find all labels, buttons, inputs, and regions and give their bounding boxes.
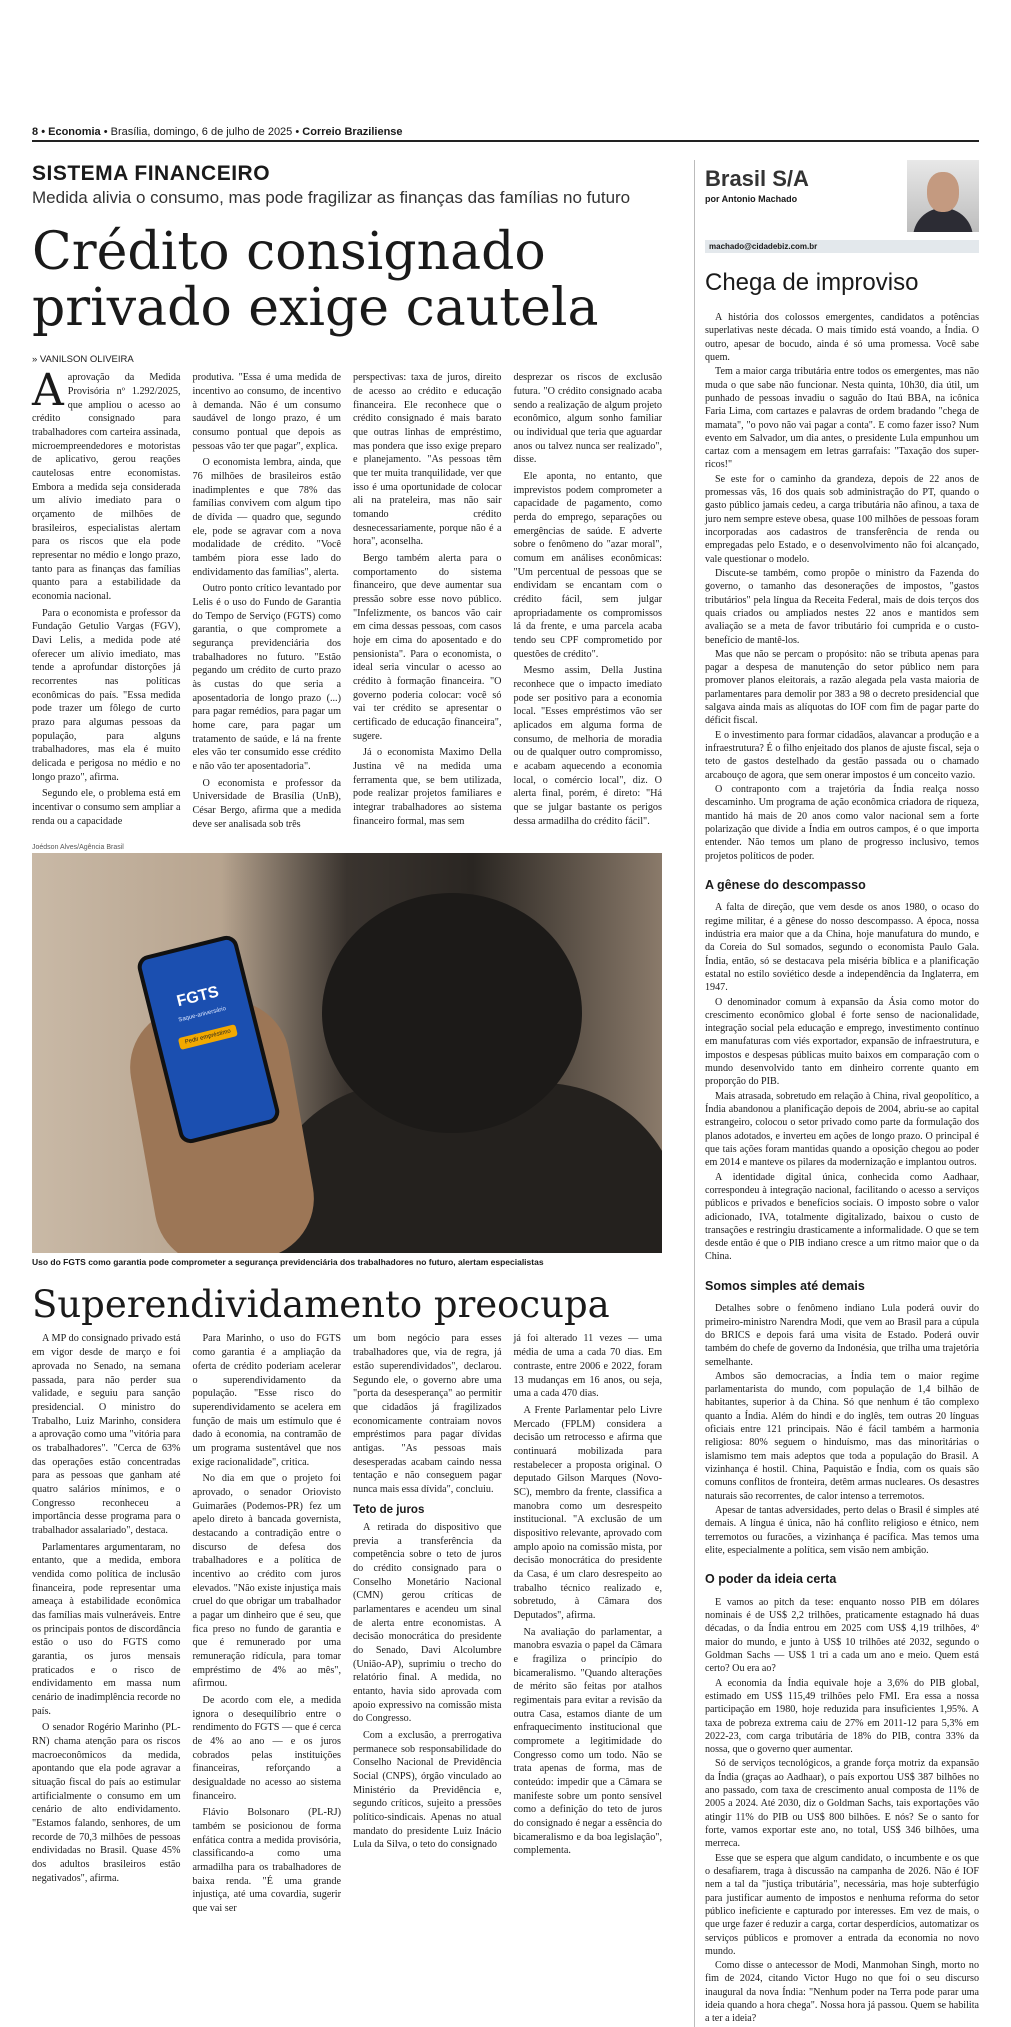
paragraph: um bom negócio para esses trabalhadores que, via de regra, já estão superendividados", declarou. Segundo ele, o governo abre uma "porta da desesperança" ao permitir que cidadãos já fragilizados economicamente contraiam novos empréstimos para pagar dívidas antigas. "As pessoas mais desesperadas acabam caindo nessa tentação e não conseguem pagar nunca mais essa dívida", concluiu.: [353, 1333, 502, 1495]
paragraph: Flávio Bolsonaro (PL-RJ) também se posicionou de forma enfática contra a medida provisória, classificando-a como uma armadilha para os trabalhadores de baixa renda. "É uma grande injustiça, até uma covardia, sugerir que vai ser: [192, 1807, 341, 1915]
article-body: [32, 365, 662, 834]
paragraph: O senador Rogério Marinho (PL-RN) chama atenção para os riscos macroeconômicos da medida, apontando que ela pode agravar a situação fiscal do país ao estimular artificialmente o consumo em um cenário de alto endividamento. "Estamos falando, senhores, de um recorde de 70,3 milhões de pessoas endividadas no Brasil. Quase 45% dos adultos brasileiros estão negativados", afirma.: [32, 1722, 181, 1884]
paragraph: Na avaliação do parlamentar, a manobra esvazia o papel da Câmara e fragiliza o princípio do bicameralismo. "Quando alterações de mérito são feitas por atalhos regimentais para evitar a revisão da outra Casa, estamos diante de um enfraquecimento institucional que compromete a legitimidade do Congresso como um todo. Não se trata apenas de forma, mas de conteúdo: impedir que a Câmara se manifeste sobre um ponto sensível como a definição do teto de juros do consignado é negar a essência do bicameralismo e da boa legislação", complementa.: [513, 1626, 662, 1857]
column-headline: Chega de improviso: [705, 269, 919, 296]
paragraph: Esse que se espera que algum candidato, o incumbente e os que o desafiarem, traga à discussão na campanha de 2026. Não é IOF nem a tal da "justiça tributária", necessária, mas hoje subterfúgio para justificar aumento de impostos e nenhuma reforma do setor público ineficiente e capturado por interesses. Em vez de mais, o que urge fazer é reduzir a carga, cortar desperdícios, automatizar os serviços públicos e promover a entrada da economia no novo mundo.: [705, 1852, 979, 1957]
paragraph: A MP do consignado privado está em vigor desde de março e foi aprovada no Senado, na semana passada, para não perder sua validade, e seguiu para sanção presidencial. O ministro do Trabalho, Luiz Marinho, considera a aprovação como uma "vitória para os trabalhadores". "Cerca de 63% das operações estão concentradas para as pessoas que ganham até quatro salários mínimos, e o Congresso reconheceu a importância desse programa para o trabalhador assalariado", destaca.: [32, 1333, 181, 1536]
phone-subtext: Saque-aniversário: [177, 1006, 227, 1025]
paragraph: Ambos são democracias, a Índia tem o maior regime parlamentarista do mundo, com população de 1,4 bilhão de habitantes, superior à da China. Só que nenhum é tão complexo quanto a Índia. Além do hindi e do inglês, tem outras 20 línguas oficiais entre 121 principais. Não é fácil também a harmonia religiosa: 80% seguem o hinduísmo, mas das minoritárias o islamismo tem mais adeptos que toda a população do Brasil. A vizinhança é hostil. China, Paquistão e Índia, com os quais são comuns conflitos de fronteira, detêm armas nucleares. Os desastres naturais são recorrentes, de calor intenso a terremotos.: [705, 1370, 979, 1502]
photo-credit: Joédson Alves/Agência Brasil: [32, 844, 124, 852]
phone-brand: FGTS: [175, 983, 221, 1011]
paragraph: A Frente Parlamentar pelo Livre Mercado (FPLM) considera a decisão um retrocesso e afirma que continuará mobilizada para restabelecer a proposta original. O deputado Gilson Marques (Novo-SC), membro da frente, classifica a manobra como um desrespeito institucional. "A exclusão de um dispositivo relevante, aprovado com amplo apoio na comissão mista, por decisão monocrática do presidente da Casa, é um claro desrespeito ao trabalho técnico realizado e, sobretudo, à Câmara dos Deputados", afirma.: [513, 1404, 662, 1621]
paragraph: Parlamentares argumentaram, no entanto, que a medida, embora vendida como política de inclusão financeira, pode representar uma ameaça à estabilidade econômica das famílias mais vulneráveis. Entre os principais pontos de discordância estão o uso do FGTS como garantia, os juros mensais praticados e o risco de endividamento em massa num cenário de inadimplência recorde no país.: [32, 1541, 181, 1717]
place-date: Brasília, domingo, 6 de julho de 2025: [110, 126, 293, 138]
paragraph: Apesar de tantas adversidades, perto delas o Brasil é simples até demais. A língua é única, não há conflito religioso e étnico, nem terremotos ou furacões, a vizinhança é pacífica. Mas temos uma elite, especialmente a política, sem visão nem ambição.: [705, 1504, 979, 1556]
paragraph: Só de serviços tecnológicos, a grande força motriz da expansão da Índia (graças ao Aadhaar), o país exportou US$ 387 bilhões no ano passado, com taxa de crescimento anual composta de 11% de 2005 a 2024. Até 2030, diz o Goldman Sachs, tais exportações vão atingir 11% do PIB ou US$ 800 bilhões. E nós? Se o santo for forte, vamos exportar este ano, no total, US$ 346 bilhões, uma merreca.: [705, 1758, 979, 1850]
paragraph: Detalhes sobre o fenômeno indiano Lula poderá ouvir do primeiro-ministro Narendra Modi, que vem ao Brasil para a cúpula do BRICS e depois fará uma visita de Estado. Poderá ouvir também do chefe de governo da Indonésia, que trilha uma trajetória semelhante.: [705, 1303, 979, 1368]
column-text: [705, 311, 979, 2026]
article-subtitle: Medida alivia o consumo, mas pode fragilizar as finanças das famílias no futuro: [32, 188, 631, 207]
page-number: 8: [32, 126, 39, 138]
paragraph: Para Marinho, o uso do FGTS como garantia é a ampliação da oferta de crédito poderiam acelerar o superendividamento da população. "Esse risco do superendividamento se acelera em função de mais um estímulo que é dado à economia, na contramão de um programa sustentável que nos exige racionalidade", critica.: [192, 1333, 341, 1468]
paragraph: Já o economista Maximo Della Justina vê na medida uma ferramenta que, se bem utilizada, pode realizar projetos familiares e integrar trabalhadores ao sistema financeiro formal, mas sem: [353, 747, 502, 827]
paragraph: Mais atrasada, sobretudo em relação à China, rival geopolítico, a Índia abandonou a planificação depois de 2004, abriu-se ao capital estrangeiro, colocou o setor privado como parte da formulação dos planos adotados, e inverteu em ações de longo prazo. O principal é que tais ações foram mantidas quando a oposição chegou ao poder em 2014 e manteve os pilares da modernização e implantou outros.: [705, 1090, 979, 1169]
paragraph: Se este for o caminho da grandeza, depois de 22 anos de promessas vãs, 16 dos quais sob administração do PT, quando o gasto público jamais cedeu, a carga tributária não afinou, a taxa de juro nem sempre esteve obesa, quase 100 milhões de pessoas foram incorporadas aos cadastros de transferência de renda ou empregadas pelo Estado, e o desenvolvimento não foi alcançado, vale questionar o modelo.: [705, 473, 979, 565]
paragraph: Segundo ele, o problema está em incentivar o consumo sem ampliar a renda ou a capacidade: [32, 788, 181, 827]
article-column-1: [32, 365, 181, 834]
author-email: machado@cidadebiz.com.br: [705, 240, 979, 253]
article2-subhead: Teto de juros: [353, 1503, 425, 1516]
paragraph: O denominador comum à expansão da Ásia como motor do crescimento econômico global é forte senso de nacionalidade, integração social pela educação e emprego, investimento contínuo em manufaturas com viés exportador, expansão de infraestrutura, e impostos e despesas públicas muito baixos em comparação com o mundo desenvolvido tanto em dinheiro corrente quanto em proporção do PIB.: [705, 996, 979, 1088]
article2-headline: Superendividamento preocupa: [32, 1283, 610, 1327]
paragraph: E o investimento para formar cidadãos, alavancar a produção e a infraestrutura? É o filho enjeitado dos planos de ajuste fiscal, seja o teto de gastos destelhado da gestão passada ou o chamado arcabouço de agora, que sem onerar impostos é um conceito vazio.: [705, 729, 979, 781]
article-column-2: [193, 371, 342, 834]
paragraph: Com a exclusão, a prerrogativa permanece sob responsabilidade do Conselho Nacional de Previdência Social (CNPS), órgão vinculado ao Ministério da Previdência e, segundo críticos, sujeito a pressões político-sindicais. Apenas no atual mandato do presidente Luiz Inácio Lula da Silva, o teto do consignado: [353, 1730, 502, 1851]
article2-column-2: [193, 1332, 342, 1918]
paragraph: Mesmo assim, Della Justina reconhece que o impacto imediato pode ser positivo para a economia local. "Esses empréstimos vão ser aplicados em alguma forma de consumo, de melhoria de moradia ou de qualquer outro compromisso, e acabam aquecendo a economia local, o comércio local", diz. O alerta final, porém, é direto: "Há que se julgar bastante os perigos dessa armadilha do crédito fácil".: [513, 665, 662, 827]
paragraph: Outro ponto crítico levantado por Lelis é o uso do Fundo de Garantia do Tempo de Serviço (FGTS) como garantia, o que compromete a segurança previdenciária dos trabalhadores no futuro. "Estão pegando um crédito de curto prazo às custas do que seria a aposentadoria de longo prazo (...) para pagar remédios, para pagar um home care, para pagar um tratamento de saúde, e lá na frente eles vão ter consumido esse crédito e não vão ter aposentadoria".: [192, 583, 341, 773]
paragraph: Ele aponta, no entanto, que imprevistos podem comprometer a capacidade de pagamento, como perda do emprego, separações ou emergências de saúde. E adverte sobre o fenômeno do "azar moral", comum em análises econômicas: "Um percentual de pessoas que se endividam se encantam com o crédito fácil, sem julgar apropriadamente os compromissos lá da frente, e uma parcela acaba tendo seu CPF comprometido por questões de crédito".: [513, 471, 662, 660]
article-headline: Crédito consignado privado exige cautela: [32, 222, 599, 339]
phone-cta: Pedir empréstimo: [178, 1025, 238, 1051]
article2-column-3: [353, 1332, 502, 1918]
paragraph: O economista lembra, ainda, que 76 milhões de brasileiros estão inadimplentes e que 78% das famílias convivem com algum tipo de dívida — quadro que, segundo ele, pode se agravar com a nova modalidade de crédito. "Você também piora esse lado do endividamento das famílias", alerta.: [192, 457, 341, 578]
paragraph: De acordo com ele, a medida ignora o desequilíbrio entre o rendimento do FGTS — que é cerca de 4% ao ano — e os juros cobrados pelas instituições financeiras, reforçando a desigualdade no acesso ao sistema financeiro.: [192, 1694, 341, 1802]
article2-column-4: [514, 1332, 663, 1918]
paragraph: Para o economista e professor da Fundação Getulio Vargas (FGV), Davi Lelis, a medida pode até oferecer um alívio imediato, mas tende a aprofundar distorções já recorrentes nas políticas econômicas do país. "Essa medida pode trazer um fôlego de curto prazo para algumas pessoas da população, para alguns trabalhadores, mas ela é muito delicada e perigosa no médio e no longo prazo", afirma.: [32, 607, 181, 783]
paragraph: Tem a maior carga tributária entre todos os emergentes, mas não muda o que sabe não funcionar. Nesta quinta, 10h30, dia útil, um punhado de pessoas invadiu o saguão do Itaú BBA, na icônica Faria Lima, com cartazes e palavras de ordem bradando "chega de mamata", "o povo não vai pagar a conta". E como fazer isso? Num evento em Salvador, um dia antes, o presidente Lula empunhou um cartaz com a mensagem em letras garrafais: "Taxação dos super-ricos!": [705, 366, 979, 471]
article2-body: [32, 1332, 662, 1918]
paragraph: Discute-se também, como propõe o ministro da Fazenda do governo, o tamanho das desonerações de impostos, "gastos tributários" pela língua da Receita Federal, mais de dois terços dos quais criados ou ampliados nestes 22 anos e mantidos sem avaliação se a meta de favor tributário foi cumprida e o custo-benefício de mantê-los.: [705, 567, 979, 646]
paragraph: A identidade digital única, conhecida como Aadhaar, correspondeu à integração nacional, facilitando o acesso a serviços públicos e privados e benefícios sociais. O imposto sobre o valor adicionado, IVA, totalmente digitalizado, baixou o custo de transações e restringiu drasticamente a informalidade. O que se tem desde então é que o PIB indiano cresce a um ritmo maior que o da China.: [705, 1171, 979, 1263]
paragraph: Bergo também alerta para o comportamento do sistema financeiro, que deve aumentar sua pressão sobre esse novo público. "Infelizmente, os bancos vão cair em cima dessas pessoas, com casos hoje em cima do aposentado e do pensionista". Para o economista, o ideal seria vincular o acesso ao crédito à formação financeira. "O governo poderia colocar: você só vai ter crédito se apresentar o certificado de educação financeira", sugere.: [353, 553, 502, 742]
article-byline: » VANILSON OLIVEIRA: [32, 354, 134, 366]
column-subhead: A gênese do descompasso: [705, 877, 866, 892]
column-header: [705, 160, 979, 232]
paragraph: E vamos ao pitch da tese: enquanto nosso PIB em dólares nominais é de US$ 2,2 trilhões, praticamente estagnado há duas décadas, o da Índia entrou em 2025 com US$ 4,19 trilhões, 4º maior do mundo, e junto à US$ 10 trilhões até 2032, segundo o Goldman Sachs — US$ 1 tri a cada um ano e meio. Quem está certo? Ou era ao?: [705, 1596, 979, 1675]
paragraph: já foi alterado 11 vezes — uma média de uma a cada 70 dias. Em contraste, entre 2006 e 2022, foram 13 mudanças em 16 anos, ou seja, uma a cada 470 dias.: [513, 1333, 662, 1400]
paragraph: No dia em que o projeto foi aprovado, o senador Oriovisto Guimarães (Podemos-PR) fez um apelo direto à bancada governista, destacando a contradição entre o discurso de defesa dos trabalhadores e a política de incentivo ao crédito com juros elevados. "Não existe injustiça mais cruel do que obrigar um trabalhador a pagar um dinheiro que é seu, que fica preso no fundo de garantia e que é remunerado por uma remuneração ridícula, para tomar empréstimo de 4% ao mês", afirmou.: [192, 1473, 341, 1690]
paragraph: Como disse o antecessor de Modi, Manmohan Singh, morto no fim de 2024, citando Victor Hugo no que foi o seu discurso inaugural da nova Índia: "Nenhum poder na Terra pode parar uma ideia quando a hora chega". Nossa hora já passou. Quem se habilita a ter a ideia?: [705, 1960, 979, 2025]
column-title: Brasil S/A: [705, 166, 809, 191]
newspaper-name: Correio Braziliense: [302, 126, 403, 138]
article2-column-1: [32, 1332, 181, 1918]
photo-caption: Uso do FGTS como garantia pode comprometer a segurança previdenciária dos trabalhadores no futuro, alertam especialistas: [32, 1257, 544, 1268]
paragraph: A economia da Índia equivale hoje a 3,6% do PIB global, estimado em US$ 115,49 trilhões pelo FMI. Era essa a nossa participação em 1980, hoje reduzida para insuficientes 1,95%. A taxa de pobreza extrema caiu de 27% em 2011-12 para 5,3% em 2022-23, com carga tributária de 18% do PIB, contra 33% da nossa, que o governo quer aumentar.: [705, 1677, 979, 1756]
column-subhead: Somos simples até demais: [705, 1278, 865, 1293]
paragraph: O economista e professor da Universidade de Brasília (UnB), César Bergo, afirma que a medida deve ser analisada sob três: [192, 777, 341, 830]
section-name: Economia: [48, 126, 101, 138]
article-photo: [32, 853, 662, 1253]
paragraph: Mas que não se percam o propósito: não se tributa apenas para pagar a despesa de manutenção do setor público nem para promover planos eleitorais, a razão alegada pela vasta maioria de parlamentares para demolir por 383 a 98 o decreto presidencial que salgava ainda mais as alíquotas do IOF com fim de pagar parte do déficit fiscal.: [705, 648, 979, 727]
article-column-4: [514, 371, 663, 834]
opinion-column: [694, 160, 979, 2027]
photo-person-head: [322, 893, 582, 1133]
article-kicker: SISTEMA FINANCEIRO: [32, 162, 271, 185]
paragraph: A retirada do dispositivo que previa a transferência da competência sobre o teto de juros do crédito consignado para o Conselho Monetário Nacional (CMN) gerou críticas de parlamentares e acendeu um sinal de alerta entre economistas. A decisão monocrática do presidente do Senado, Davi Alcolumbre (União-AP), suprimiu o trecho do relatório final. A medida, no entanto, havia sido aprovada com apoio expressivo na comissão mista do Congresso.: [353, 1521, 502, 1725]
paragraph: O contraponto com a trajetória da Índia realça nosso descaminho. Um programa de ação econômica criadora de riqueza, mantido há mais de 20 anos como valor nacional sem a forte polarização que divide a Índia em outros campos, é o que importa entender. Não temos um plano de progresso inclusivo, temos projetos políticos de poder.: [705, 783, 979, 862]
paragraph: perspectivas: taxa de juros, direito de acesso ao crédito e educação financeira. Ele reconhece que o crédito consignado é mais barato que outras linhas de empréstimo, mas pondera que isso exige preparo e planejamento. "As pessoas têm que ter muita tranquilidade, ver que isso é uma oportunidade de colocar ali na prateleira, mas não sair tomando crédito desnecessariamente, porque não é a hora", aconselha.: [353, 372, 502, 548]
main-column: [32, 140, 662, 1919]
page-header: 8 • Economia • Brasília, domingo, 6 de julho de 2025 • Correio Braziliense: [32, 126, 403, 138]
paragraph: produtiva. "Essa é uma medida de incentivo ao consumo, de incentivo à demanda. Não é um consumo saudável de longo prazo, é um consumo pontual que depois as pessoas vão ter que pagar", explica.: [192, 372, 341, 452]
paragraph: aprovação da Medida Provisória nº 1.292/2025, que ampliou o acesso ao crédito consignado para trabalhadores com carteira assinada, microempreendedores e motoristas de aplicativo, gerou reações cautelosas entre economistas. Embora a medida seja considerada um alívio imediato para o orçamento de milhões de brasileiros, especialistas alertam para os riscos que ela pode representar no médio e longo prazo, tanto para as finanças das famílias quanto para a estabilidade da economia nacional.: [32, 372, 181, 603]
article-column-3: [353, 371, 502, 834]
paragraph: desprezar os riscos de exclusão futura. "O crédito consignado acaba sendo a realização de algum projeto econômico, algum sonho familiar ou individual que teria que aguardar anos ou talvez nunca ser realizado", disse.: [513, 372, 662, 466]
column-subhead: O poder da ideia certa: [705, 1572, 837, 1587]
author-portrait: [907, 160, 979, 232]
drop-cap: A: [32, 365, 64, 417]
column-author: por Antonio Machado: [705, 194, 798, 204]
paragraph: A história dos colossos emergentes, candidatos a potências superlativas neste década. O mais tímido está voando, a Índia. O outro, apesar de bocudo, ainda é só uma promessa. Você sabe quem.: [705, 312, 979, 363]
paragraph: A falta de direção, que vem desde os anos 1980, o ocaso do regime militar, é a gênese do nosso descompasso. A época, nossa indústria era maior que a da China, hoje manufatura do mundo, e da Coreia do Sul somados, segundo o economista Paulo Gala. Índia, então, só se destacava pela miséria bíblica e a planificação estatal no estilo soviético desde a independência da Inglaterra, em 1947.: [705, 902, 979, 994]
